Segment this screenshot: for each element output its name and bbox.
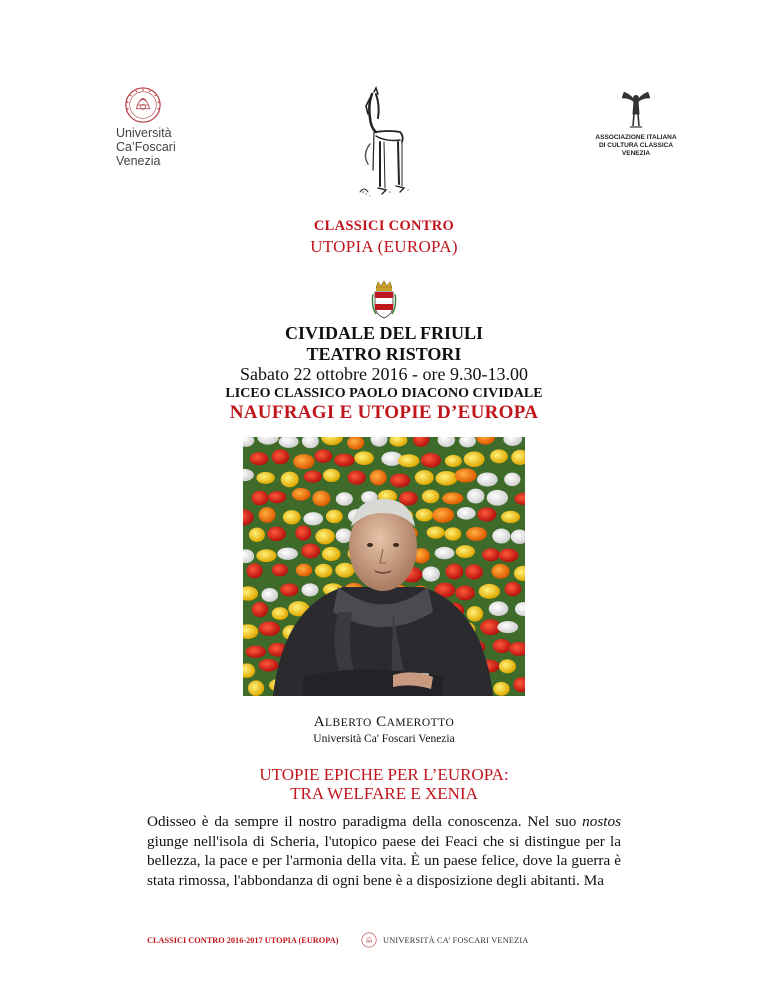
flower <box>492 564 510 579</box>
flower <box>292 488 310 501</box>
abstract-text-1: Odisseo è da sempre il nostro paradigma della conoscenza. Nel suo <box>147 813 583 830</box>
abstract-italic: nostos <box>582 813 621 830</box>
flower <box>499 549 519 563</box>
flower <box>477 472 498 486</box>
flower <box>493 682 509 696</box>
flower <box>304 470 322 482</box>
flower <box>505 582 522 597</box>
flower <box>354 451 374 465</box>
flower <box>312 491 330 507</box>
speaker-first-initial: A <box>313 714 326 730</box>
aicc-logo <box>576 86 696 158</box>
ca-foscari-wordmark <box>116 126 196 168</box>
theme-title: UTOPIA (EUROPA) <box>310 237 458 256</box>
flower <box>432 507 454 522</box>
page-footer <box>0 932 768 948</box>
flower <box>267 526 286 541</box>
flower <box>301 544 320 559</box>
flower <box>277 548 298 560</box>
flower <box>436 471 458 486</box>
flower <box>245 646 266 658</box>
flower <box>251 491 268 506</box>
flower <box>334 454 354 467</box>
event-city: CIVIDALE DEL FRIULI <box>284 323 484 343</box>
event-datetime: Sabato 22 ottobre 2016 - ore 9.30-13.00 <box>240 364 528 384</box>
footer-seal-icon <box>361 932 377 948</box>
talk-title-line-2: TRA WELFARE E XENIA <box>290 784 478 803</box>
flower <box>323 469 340 482</box>
flower <box>259 507 276 523</box>
flower <box>303 512 323 525</box>
flower <box>492 529 510 544</box>
speaker-name <box>0 714 768 731</box>
ca-foscari-logo <box>116 86 196 168</box>
flower <box>493 639 512 653</box>
flower <box>250 452 269 465</box>
flower <box>390 474 410 488</box>
flower <box>315 529 334 545</box>
ca-foscari-seal-icon <box>124 86 162 124</box>
flower <box>415 470 434 485</box>
flower <box>259 659 279 672</box>
flower <box>422 490 439 504</box>
flower <box>272 607 289 620</box>
flower <box>445 564 463 580</box>
flower <box>499 659 516 673</box>
abstract-text-2: giunge nell'isola di Scheria, l'utopico paese dei Feaci che si distingue per la bellezza, la pace e per l'armonia della vita. È un paese felice, dove la guerra è stata rimossa, l'abbondanza di ogni bene è a disposizione degli abitanti. Ma <box>147 832 621 889</box>
flower <box>445 527 462 540</box>
flower <box>370 470 387 486</box>
flower <box>497 621 518 633</box>
flower <box>326 510 343 524</box>
flower <box>464 452 485 467</box>
flower <box>315 564 333 578</box>
winged-figure-icon <box>614 86 658 130</box>
flower <box>489 601 508 616</box>
flower <box>296 564 312 577</box>
flower <box>421 453 441 468</box>
flower <box>442 492 463 504</box>
footer-right: UNIVERSITÀ CA’ FOSCARI VENEZIA <box>383 936 529 945</box>
flower <box>479 584 500 599</box>
speaker-first-rest: LBERTO <box>325 717 372 729</box>
flower <box>445 455 462 467</box>
footer-left: CLASSICI CONTRO 2016-2017 UTOPIA (EUROPA) <box>147 936 339 945</box>
cividale-crest-icon <box>370 280 398 320</box>
aicc-wordmark <box>576 134 696 158</box>
flower <box>455 468 477 482</box>
flower <box>268 491 286 503</box>
ucf-line-1: Università <box>116 126 172 140</box>
event-organizer: LICEO CLASSICO PAOLO DIACONO CIVIDALE <box>225 386 543 401</box>
flower <box>422 566 440 581</box>
aicc-line-3: VENEZIA <box>621 150 651 157</box>
aicc-line-2: DI CULTURA CLASSICA <box>598 142 674 149</box>
flower <box>336 492 353 505</box>
speaker-photo <box>243 437 525 696</box>
flower <box>455 585 474 600</box>
flower <box>467 606 483 621</box>
flower <box>427 526 445 538</box>
flower <box>435 547 455 559</box>
flower <box>467 489 484 504</box>
flower <box>456 545 475 558</box>
ucf-line-2: Ca’Foscari <box>116 140 176 154</box>
flower <box>465 564 483 579</box>
speaker-affiliation: Università Ca' Foscari Venezia <box>313 733 455 745</box>
flower <box>281 472 299 488</box>
flower <box>477 507 496 521</box>
series-title: CLASSICI CONTRO <box>313 218 455 234</box>
flower <box>416 509 433 522</box>
flower <box>501 511 520 523</box>
flower <box>272 564 288 577</box>
flower <box>301 583 318 596</box>
talk-title-line-1: UTOPIE EPICHE PER L’EUROPA: <box>259 765 509 784</box>
flower <box>335 563 354 578</box>
flower <box>347 471 365 485</box>
event-venue: TEATRO RISTORI <box>306 344 462 364</box>
flower <box>314 449 332 462</box>
flower <box>322 547 341 561</box>
flower <box>490 449 508 463</box>
speaker-last-rest: AMEROTTO <box>386 717 455 729</box>
flower <box>482 548 499 561</box>
flower <box>283 510 301 524</box>
flower <box>487 490 508 506</box>
flower <box>249 528 265 542</box>
flower <box>256 472 274 484</box>
flower <box>259 621 281 636</box>
flower <box>399 491 418 505</box>
flower <box>398 454 419 467</box>
flower <box>272 449 290 464</box>
speaker-last-initial: C <box>376 714 387 730</box>
horse-sketch-illustration <box>340 84 420 204</box>
flower <box>256 549 276 562</box>
flower <box>252 602 268 617</box>
flower <box>261 588 278 602</box>
flower <box>248 680 264 696</box>
flower <box>280 583 298 596</box>
flower <box>293 454 314 469</box>
flower <box>295 525 311 540</box>
flower <box>504 473 520 486</box>
flower <box>247 563 263 578</box>
flower <box>457 507 476 520</box>
event-title: NAUFRAGI E UTOPIE D’EUROPA <box>229 402 539 423</box>
flower <box>466 527 487 541</box>
abstract-paragraph <box>147 812 621 890</box>
aicc-line-1: ASSOCIAZIONE ITALIANA <box>595 134 677 141</box>
ucf-line-3: Venezia <box>116 154 161 168</box>
